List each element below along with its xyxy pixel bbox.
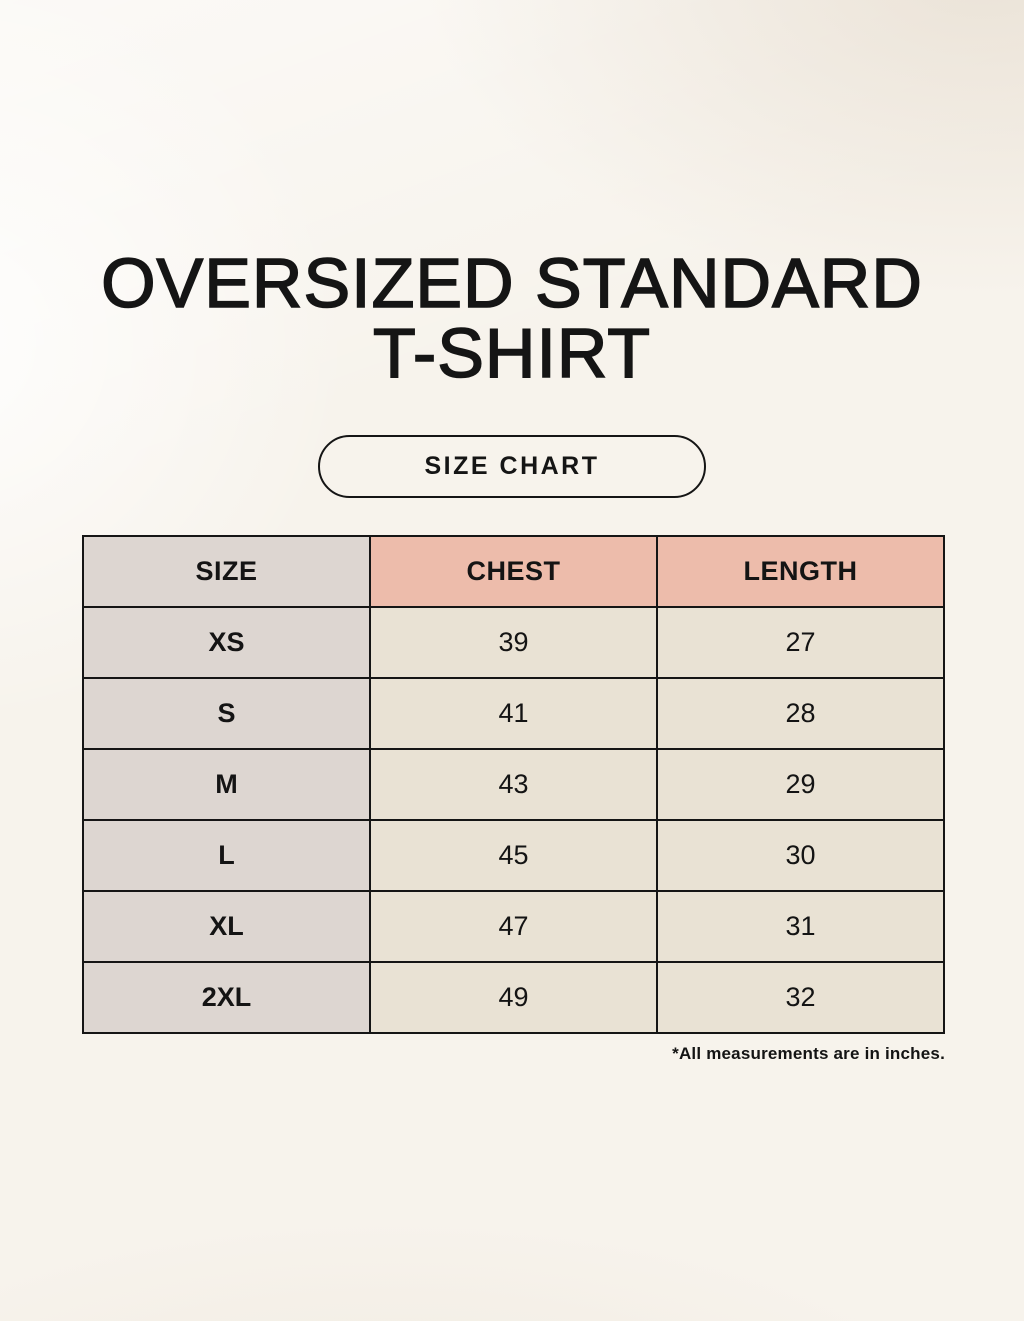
table-header-row xyxy=(83,536,944,607)
size-label: 2XL xyxy=(83,962,370,1033)
chest-value: 39 xyxy=(370,607,657,678)
table-row xyxy=(83,749,944,820)
header-cell-size: SIZE xyxy=(83,536,370,607)
length-value: 31 xyxy=(657,891,944,962)
length-value: 28 xyxy=(657,678,944,749)
header-cell-chest: CHEST xyxy=(370,536,657,607)
chest-value: 43 xyxy=(370,749,657,820)
length-value: 32 xyxy=(657,962,944,1033)
chest-value: 45 xyxy=(370,820,657,891)
table-row xyxy=(83,891,944,962)
size-chart-badge-label: SIZE CHART xyxy=(424,452,600,480)
product-title xyxy=(0,244,1024,392)
size-label: L xyxy=(83,820,370,891)
size-label: XS xyxy=(83,607,370,678)
header-cell-length: LENGTH xyxy=(657,536,944,607)
product-title-line1: OVERSIZED STANDARD xyxy=(101,244,923,322)
chest-value: 47 xyxy=(370,891,657,962)
table-row xyxy=(83,678,944,749)
product-title-line2: T-SHIRT xyxy=(373,314,651,392)
length-value: 30 xyxy=(657,820,944,891)
measurements-note: *All measurements are in inches. xyxy=(672,1044,945,1063)
table-row xyxy=(83,607,944,678)
table-row xyxy=(83,820,944,891)
size-chart-badge[interactable] xyxy=(318,435,706,498)
size-label: XL xyxy=(83,891,370,962)
size-chart-table xyxy=(82,535,945,1034)
length-value: 29 xyxy=(657,749,944,820)
length-value: 27 xyxy=(657,607,944,678)
table-row xyxy=(83,962,944,1033)
size-label: S xyxy=(83,678,370,749)
chest-value: 49 xyxy=(370,962,657,1033)
size-label: M xyxy=(83,749,370,820)
chest-value: 41 xyxy=(370,678,657,749)
